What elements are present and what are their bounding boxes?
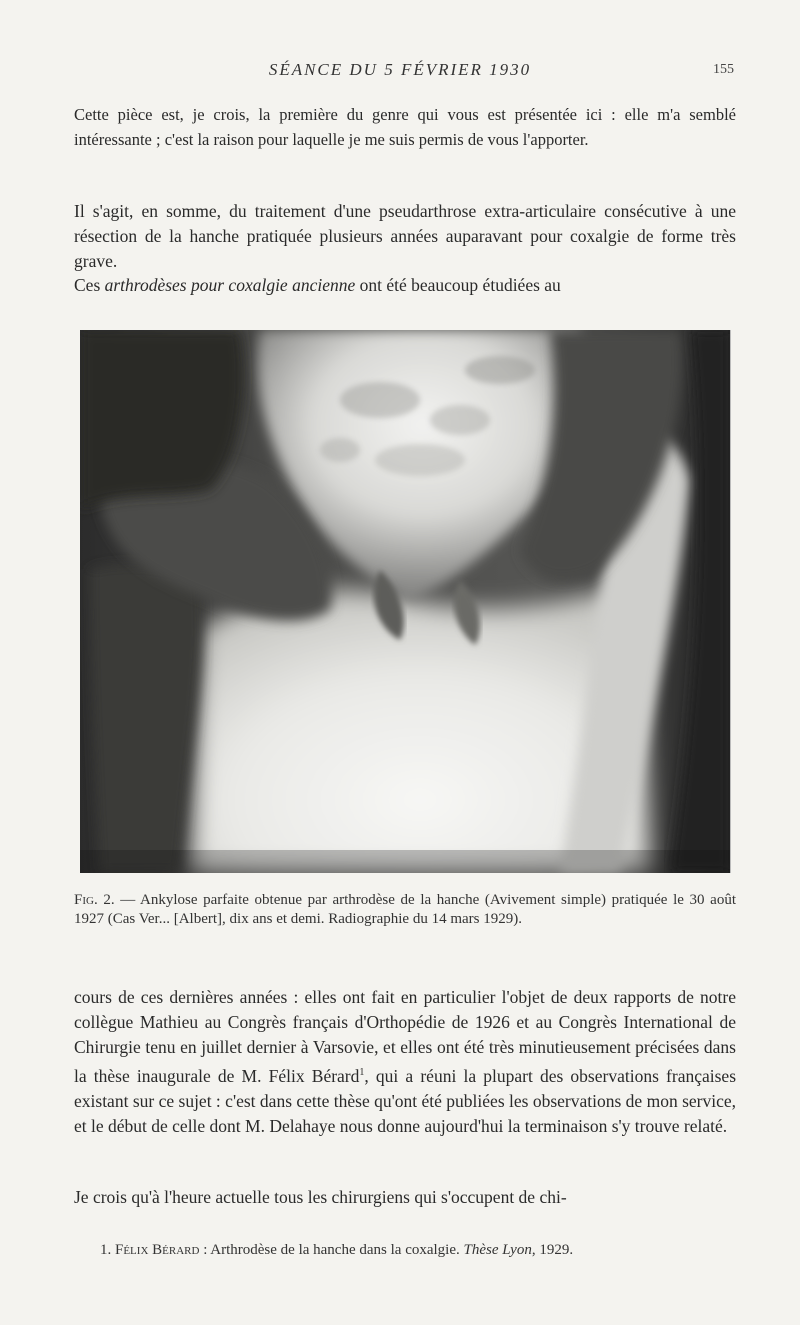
paragraph-1: Cette pièce est, je crois, la première du genre qui vous est présentée ici : elle m'a semblé intéressante ; c'est la raison pour laquelle je me suis permis de vous l'apporter.	[74, 105, 736, 149]
figure-caption-text: — Ankylose parfaite obtenue par arthrodèse de la hanche (Avivement simple) pratiquée le 30 août 1927 (Cas Ver... [Albert], dix ans et demi. Radiographie du 14 mars 1929).	[74, 892, 736, 927]
page-number: 155	[713, 62, 734, 77]
paragraph-4	[74, 985, 736, 1139]
footnote-text: : Arthrodèse de la hanche dans la coxalgie.	[199, 1242, 464, 1258]
running-head	[0, 60, 800, 86]
paragraph-3	[74, 273, 736, 298]
running-head-title: SÉANCE DU 5 FÉVRIER 1930	[268, 60, 532, 79]
paragraph-2: Il s'agit, en somme, du traitement d'une pseudarthrose extra-articulaire consécutive à une résection de la hanche pratiquée plusieurs années auparavant pour coxalgie de forme très grave.	[74, 201, 736, 271]
footnote-year: , 1929.	[531, 1242, 574, 1258]
paragraph-4-part2: , qui a réuni la plupart des observations françaises existant sur ce sujet : c'est dans cette thèse qu'ont été publiées les observations de mon service, et le début de celle dont M. Delahaye nous donne aujourd'hui la terminaison s'y trouve relaté.	[74, 1065, 736, 1136]
radiograph-image	[80, 330, 730, 873]
figure-caption	[74, 891, 736, 929]
footnote-reference: 1	[359, 1067, 365, 1078]
paragraph-3-italic: arthrodèses pour coxalgie ancienne	[104, 275, 356, 295]
paragraph-3-start: Ces	[74, 275, 105, 295]
paragraph-5: Je crois qu'à l'heure actuelle tous les chirurgiens qui s'occupent de chi-	[74, 1187, 567, 1207]
radiograph-figure	[80, 330, 731, 873]
footnote-source: Thèse Lyon	[463, 1242, 532, 1258]
footnote-author: Félix Bérard	[115, 1242, 200, 1258]
paragraph-4-part1: cours de ces dernières années : elles ont fait en particulier l'objet de deux rapports de notre collègue Mathieu au Congrès français d'Orthopédie de 1926 et au Congrès International de Chirurgie tenu en juillet dernier à Varsovie, et elles ont été très minutieusement précisées dans la thèse inaugurale de M. Félix Bérard	[74, 987, 736, 1086]
figure-label: Fig. 2.	[74, 892, 115, 908]
paragraph-3-end: ont été beaucoup étudiées au	[355, 275, 561, 295]
footnote-number: 1.	[100, 1242, 112, 1258]
footnote	[100, 1240, 740, 1260]
